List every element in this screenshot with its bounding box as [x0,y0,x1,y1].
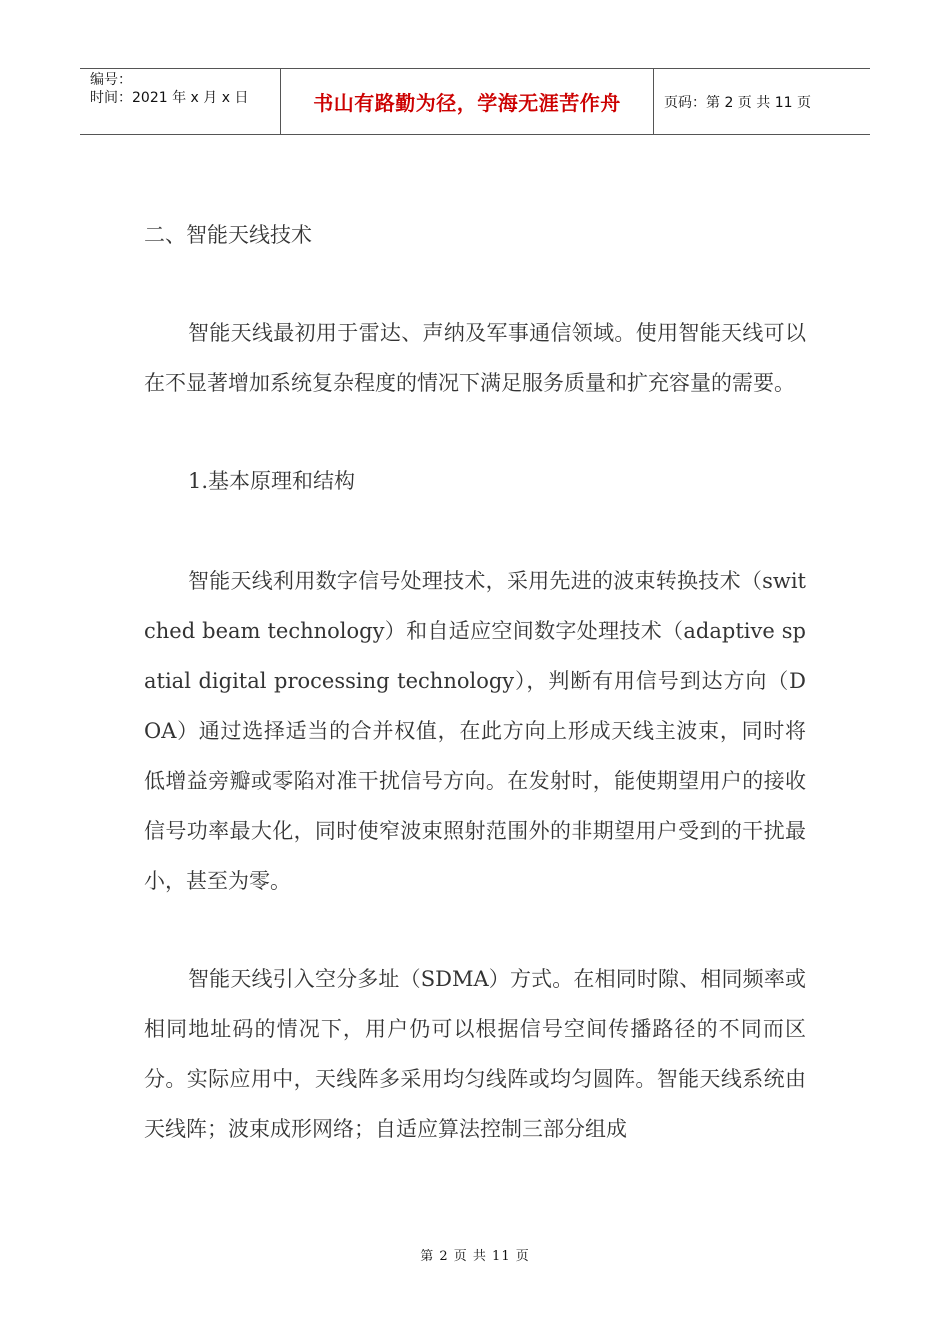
paragraph-sdma: 智能天线引入空分多址（SDMA）方式。在相同时隙、相同频率或相同地址码的情况下，用户仍可以根据信号空间传播路径的不同而区分。实际应用中，天线阵多采用均匀线阵或均匀圆阵。智能天线系统由天线阵；波束成形网络；自适应算法控制三部分组成 [144,967,806,1141]
header-motto: 书山有路勤为径，学海无涯苦作舟 [281,69,654,134]
paragraph-intro: 智能天线最初用于雷达、声纳及军事通信领域。使用智能天线可以在不显著增加系统复杂程度的情况下满足服务质量和扩充容量的需要。 [144,321,806,395]
page-header [80,68,870,135]
document-date-label: 时间：2021 年 x 月 x 日 [90,90,249,106]
document-body [144,210,806,1202]
page-footer: 第 2 页 共 11 页 [420,1249,530,1264]
header-page-info: 页码：第 2 页 共 11 页 [664,94,811,111]
section-title: 二、智能天线技术 [144,223,312,247]
header-meta-cell [80,69,281,134]
subsection-title: 1.基本原理和结构 [188,469,356,493]
document-number-label: 编号： [90,72,132,88]
paragraph-principle: 智能天线利用数字信号处理技术，采用先进的波束转换技术（switched beam technology）和自适应空间数字处理技术（adaptive spatial digital processing technology），判断有用信号到达方向（DOA）通过选择适当的合并权值，在此方向上形成天线主波束，同时将低增益旁瓣或零陷对准干扰信号方向。在发射时，能使期望用户的接收信号功率最大化，同时使窄波束照射范围外的非期望用户受到的干扰最小，甚至为零。 [144,569,806,893]
